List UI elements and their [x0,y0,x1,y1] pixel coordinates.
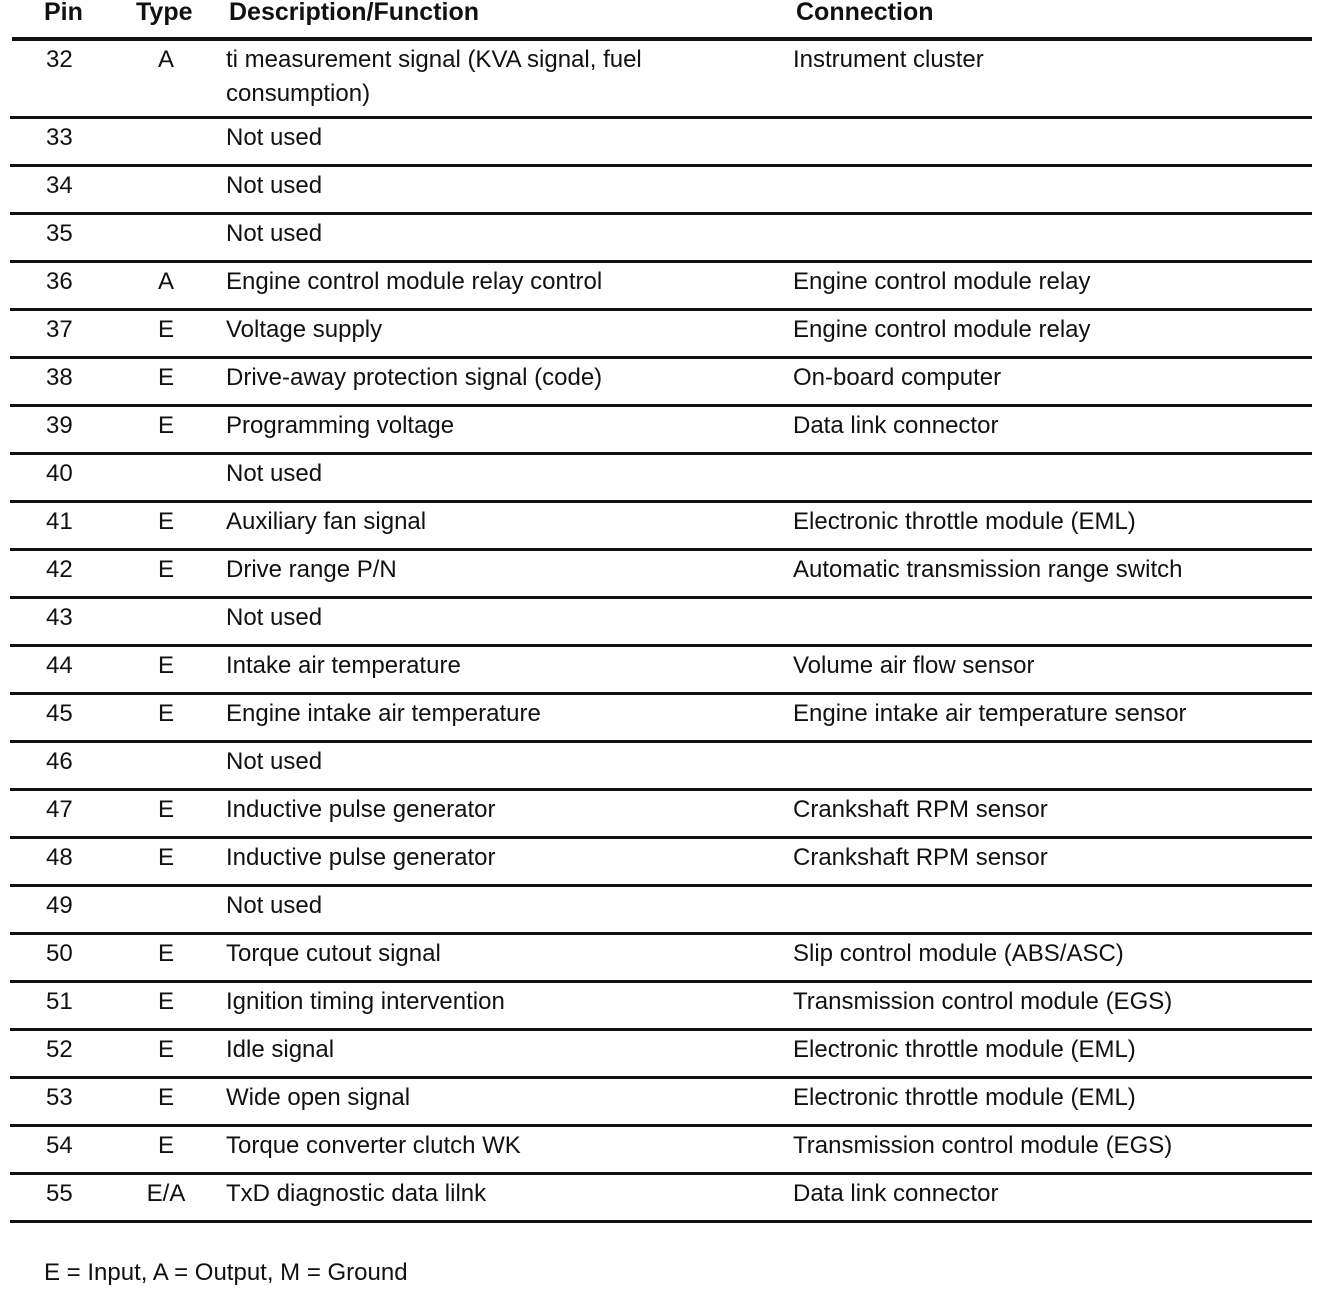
pin-cell: 49 [46,892,73,919]
description-cell: ti measurement signal (KVA signal, fuel consumption) [226,46,642,107]
table-row [10,1031,1312,1079]
type-cell: E [157,1132,174,1159]
type-cell: E [157,556,174,583]
table-row [10,695,1312,743]
pin-cell: 36 [46,268,73,295]
connection-cell: Volume air flow sensor [793,652,1035,679]
table-row [10,455,1312,503]
table-row [10,791,1312,839]
description-cell: Not used [226,220,323,247]
pin-cell: 50 [46,940,73,967]
type-cell: A [157,46,174,73]
table-row [10,359,1312,407]
description-cell: Drive-away protection signal (code) [226,364,603,391]
pin-cell: 32 [46,46,73,73]
table-row [10,1175,1312,1223]
type-cell: E [157,844,174,871]
description-cell: Not used [226,172,323,199]
type-cell: A [157,268,174,295]
description-cell: Torque converter clutch WK [226,1132,521,1159]
description-cell: Intake air temperature [226,652,461,679]
description-cell: Drive range P/N [226,556,397,583]
table-row [10,215,1312,263]
table-row [10,167,1312,215]
pin-cell: 38 [46,364,73,391]
table-row [10,1127,1312,1175]
connection-cell: Engine control module relay [793,316,1091,343]
type-cell: E [157,940,174,967]
pin-cell: 40 [46,460,73,487]
connection-cell: Transmission control module (EGS) [793,988,1173,1015]
pin-cell: 33 [46,124,73,151]
table-row [10,263,1312,311]
type-cell: E [157,364,174,391]
type-cell: E/A [146,1180,186,1207]
connection-cell: Automatic transmission range switch [793,556,1183,583]
header-pin: Pin [44,0,83,26]
type-cell: E [157,1036,174,1063]
pin-cell: 39 [46,412,73,439]
table-row [10,647,1312,695]
connection-cell: Engine intake air temperature sensor [793,700,1187,727]
pin-cell: 41 [46,508,73,535]
table-row [10,983,1312,1031]
description-cell: Wide open signal [226,1084,411,1111]
description-cell: TxD diagnostic data lilnk [226,1180,487,1207]
type-cell: E [157,796,174,823]
type-cell: E [157,316,174,343]
table-row [10,839,1312,887]
table-row [10,887,1312,935]
description-cell: Torque cutout signal [226,940,441,967]
type-cell: E [157,1084,174,1111]
description-cell: Engine intake air temperature [226,700,541,727]
description-cell: Ignition timing intervention [226,988,505,1015]
description-cell: Not used [226,892,323,919]
connection-cell: Electronic throttle module (EML) [793,508,1136,535]
connection-cell: Instrument cluster [793,46,984,73]
connection-cell: Transmission control module (EGS) [793,1132,1173,1159]
pin-cell: 48 [46,844,73,871]
description-cell: Inductive pulse generator [226,796,496,823]
pin-cell: 44 [46,652,73,679]
description-cell: Not used [226,124,323,151]
table-row [10,311,1312,359]
table-row [10,407,1312,455]
table-row [10,503,1312,551]
pin-cell: 46 [46,748,73,775]
pin-cell: 37 [46,316,73,343]
pin-cell: 54 [46,1132,73,1159]
connection-cell: Engine control module relay [793,268,1091,295]
pin-cell: 43 [46,604,73,631]
pin-cell: 52 [46,1036,73,1063]
connection-cell: Electronic throttle module (EML) [793,1036,1136,1063]
description-cell: Voltage supply [226,316,383,343]
description-cell: Not used [226,748,323,775]
pin-cell: 51 [46,988,73,1015]
header-connection: Connection [796,0,934,26]
pin-cell: 35 [46,220,73,247]
pin-cell: 42 [46,556,73,583]
description-cell: Auxiliary fan signal [226,508,427,535]
connection-cell: Electronic throttle module (EML) [793,1084,1136,1111]
type-cell: E [157,508,174,535]
table-row [10,599,1312,647]
description-cell: Not used [226,604,323,631]
type-cell: E [157,700,174,727]
type-cell: E [157,988,174,1015]
legend-footnote: E = Input, A = Output, M = Ground [44,1259,408,1286]
connection-cell: Data link connector [793,412,999,439]
description-cell: Programming voltage [226,412,455,439]
connection-cell: Data link connector [793,1180,999,1207]
description-cell: Idle signal [226,1036,335,1063]
connection-cell: Crankshaft RPM sensor [793,844,1048,871]
table-row [10,119,1312,167]
type-cell: E [157,412,174,439]
pin-cell: 55 [46,1180,73,1207]
table-row [10,1079,1312,1127]
table-row [10,743,1312,791]
description-cell: Engine control module relay control [226,268,603,295]
connection-cell: Crankshaft RPM sensor [793,796,1048,823]
pin-cell: 47 [46,796,73,823]
pin-cell: 45 [46,700,73,727]
pin-table [0,41,1328,1223]
table-row [10,551,1312,599]
connection-cell: Slip control module (ABS/ASC) [793,940,1124,967]
connection-cell: On-board computer [793,364,1002,391]
header-type: Type [136,0,193,26]
pin-cell: 53 [46,1084,73,1111]
header-description: Description/Function [229,0,479,26]
description-cell: Not used [226,460,323,487]
table-row [10,41,1312,119]
pin-cell: 34 [46,172,73,199]
description-cell: Inductive pulse generator [226,844,496,871]
table-row [10,935,1312,983]
type-cell: E [157,652,174,679]
